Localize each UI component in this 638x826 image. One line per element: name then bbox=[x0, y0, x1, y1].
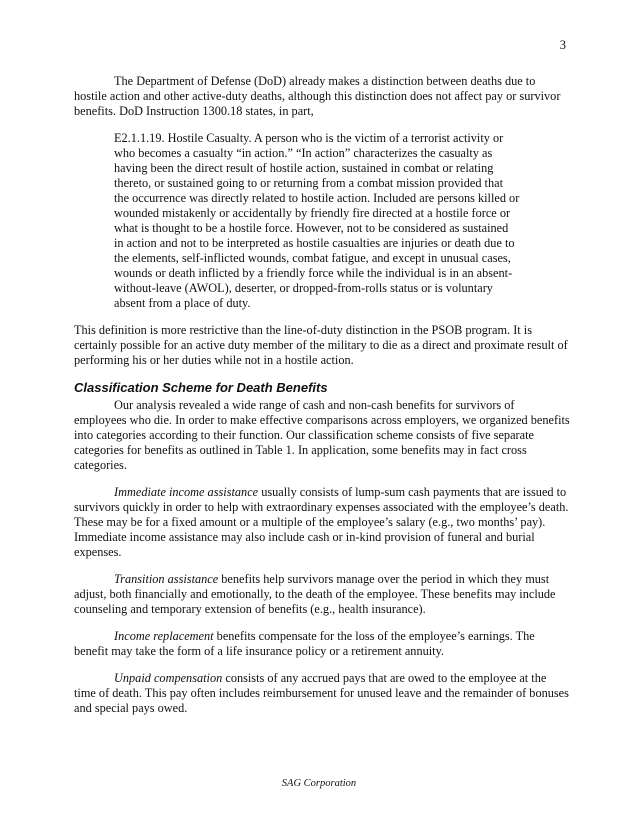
category-description: consists of any accrued pays that are owed to the employee at the time of death. This pay often includes reimbursement for unused leave and the remainder of bonuses and special pays owed. bbox=[74, 671, 569, 715]
document-body bbox=[74, 74, 570, 728]
block-quote: E2.1.1.19. Hostile Casualty. A person who is the victim of a terrorist activity or who becomes a casualty “in action.” “In action” characterizes the casualty as having been the direct result of hostile action, sustained in combat or relating thereto, or sustained going to or returning from a combat mission provided that the occurrence was directly related to hostile action. Included are persons killed or wounded mistakenly or accidentally by friendly fire directed at a hostile force or what is thought to be a hostile force. However, not to be considered as sustained in action and not to be interpreted as hostile casualties are injuries or death due to the elements, self-inflicted wounds, combat fatigue, and except in unusual cases, wounds or death inflicted by a friendly force while the individual is in an absent-without-leave (AWOL), deserter, or dropped-from-rolls status or is voluntary absent from a place of duty. bbox=[114, 131, 520, 310]
category-term: Transition assistance bbox=[114, 572, 219, 586]
page-footer: SAG Corporation bbox=[281, 778, 357, 789]
category-income-replacement bbox=[74, 629, 570, 659]
intro-paragraph: The Department of Defense (DoD) already makes a distinction between deaths due to hostile action and other active-duty deaths, although this distinction does not affect pay or survivor benefits. DoD Instruction 1300.18 states, in part, bbox=[74, 74, 561, 118]
definition-paragraph: This definition is more restrictive than the line-of-duty distinction in the PSOB program. It is certainly possible for an active duty member of the military to die as a direct and proximate result of performing his or her duties while not in a hostile action. bbox=[74, 323, 568, 367]
category-immediate-income bbox=[74, 485, 570, 560]
category-description: benefits help survivors manage over the period in which they must adjust, both financially and emotionally, to the death of the employee. These benefits may include counseling and temporary extension of benefits (e.g., health insurance). bbox=[74, 572, 556, 616]
category-term: Unpaid compensation bbox=[114, 671, 223, 685]
category-term: Income replacement bbox=[114, 629, 214, 643]
overview-paragraph: Our analysis revealed a wide range of cash and non-cash benefits for survivors of employees who die. In order to make effective comparisons across employers, we organized benefits into categories according to their function. Our classification scheme consists of five separate categories for benefits as outlined in Table 1. In application, some benefits may in fact cross categories. bbox=[74, 398, 570, 472]
category-unpaid-compensation bbox=[74, 671, 570, 716]
category-term: Immediate income assistance bbox=[114, 485, 259, 499]
section-heading: Classification Scheme for Death Benefits bbox=[74, 380, 328, 395]
category-transition-assistance bbox=[74, 572, 570, 617]
page-number: 3 bbox=[559, 38, 566, 52]
category-description: benefits compensate for the loss of the employee’s earnings. The benefit may take the form of a life insurance policy or a retirement annuity. bbox=[74, 629, 535, 658]
category-description: usually consists of lump-sum cash payments that are issued to survivors quickly in order to help with extraordinary expenses associated with the employee’s death. These may be for a fixed amount or a multiple of the employee’s salary (e.g., two months’ pay). Immediate income assistance may also include cash or in-kind provision of funeral and burial expenses. bbox=[74, 485, 569, 559]
